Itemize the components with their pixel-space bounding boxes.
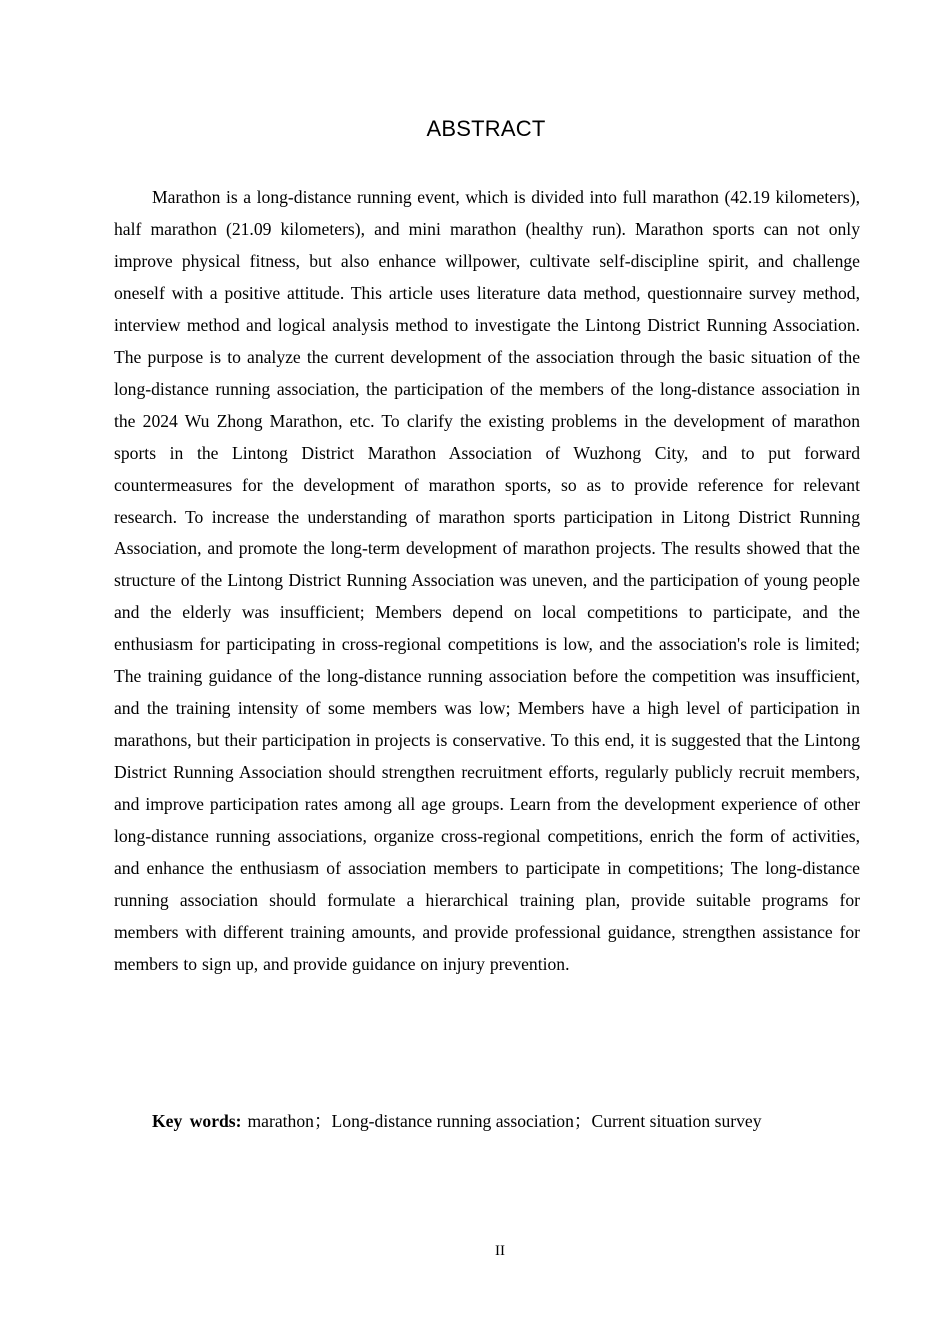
- keywords-line: [152, 1106, 872, 1138]
- keywords-text: marathon；Long-distance running association；Current situation survey: [247, 1111, 762, 1131]
- keywords-label: Key words:: [152, 1111, 242, 1131]
- abstract-body-text: Marathon is a long-distance running event, which is divided into full marathon (42.19 kilometers), half marathon (21.09 kilometers), and mini marathon (healthy run). Marathon sports can not only improve physical fitness, but also enhance willpower, cultivate self-discipline spirit, and challenge oneself with a positive attitude. This article uses literature data method, questionnaire survey method, interview method and logical analysis method to investigate the Lintong District Running Association. The purpose is to analyze the current development of the association through the basic situation of the long-distance running association, the participation of the members of the long-distance association in the 2024 Wu Zhong Marathon, etc. To clarify the existing problems in the development of marathon sports in the Lintong District Marathon Association of Wuzhong City, and to put forward countermeasures for the development of marathon sports, so as to provide reference for relevant research. To increase the understanding of marathon sports participation in Litong District Running Association, and promote the long-term development of marathon projects. The results showed that the structure of the Lintong District Running Association was uneven, and the participation of young people and the elderly was insufficient; Members depend on local competitions to participate, and the enthusiasm for participating in cross-regional competitions is low, and the association's role is limited; The training guidance of the long-distance running association before the competition was insufficient, and the training intensity of some members was low; Members have a high level of participation in marathons, but their participation in projects is conservative. To this end, it is suggested that the Lintong District Running Association should strengthen recruitment efforts, regularly publicly recruit members, and improve participation rates among all age groups. Learn from the development experience of other long-distance running associations, organize cross-regional competitions, enrich the form of activities, and enhance the enthusiasm of association members to participate in competitions; The long-distance running association should formulate a hierarchical training plan, provide suitable programs for members with different training amounts, and provide professional guidance, strengthen assistance for members to sign up, and provide guidance on injury prevention.: [114, 187, 860, 974]
- page-number: II: [495, 1243, 505, 1259]
- abstract-title: ABSTRACT: [426, 116, 546, 141]
